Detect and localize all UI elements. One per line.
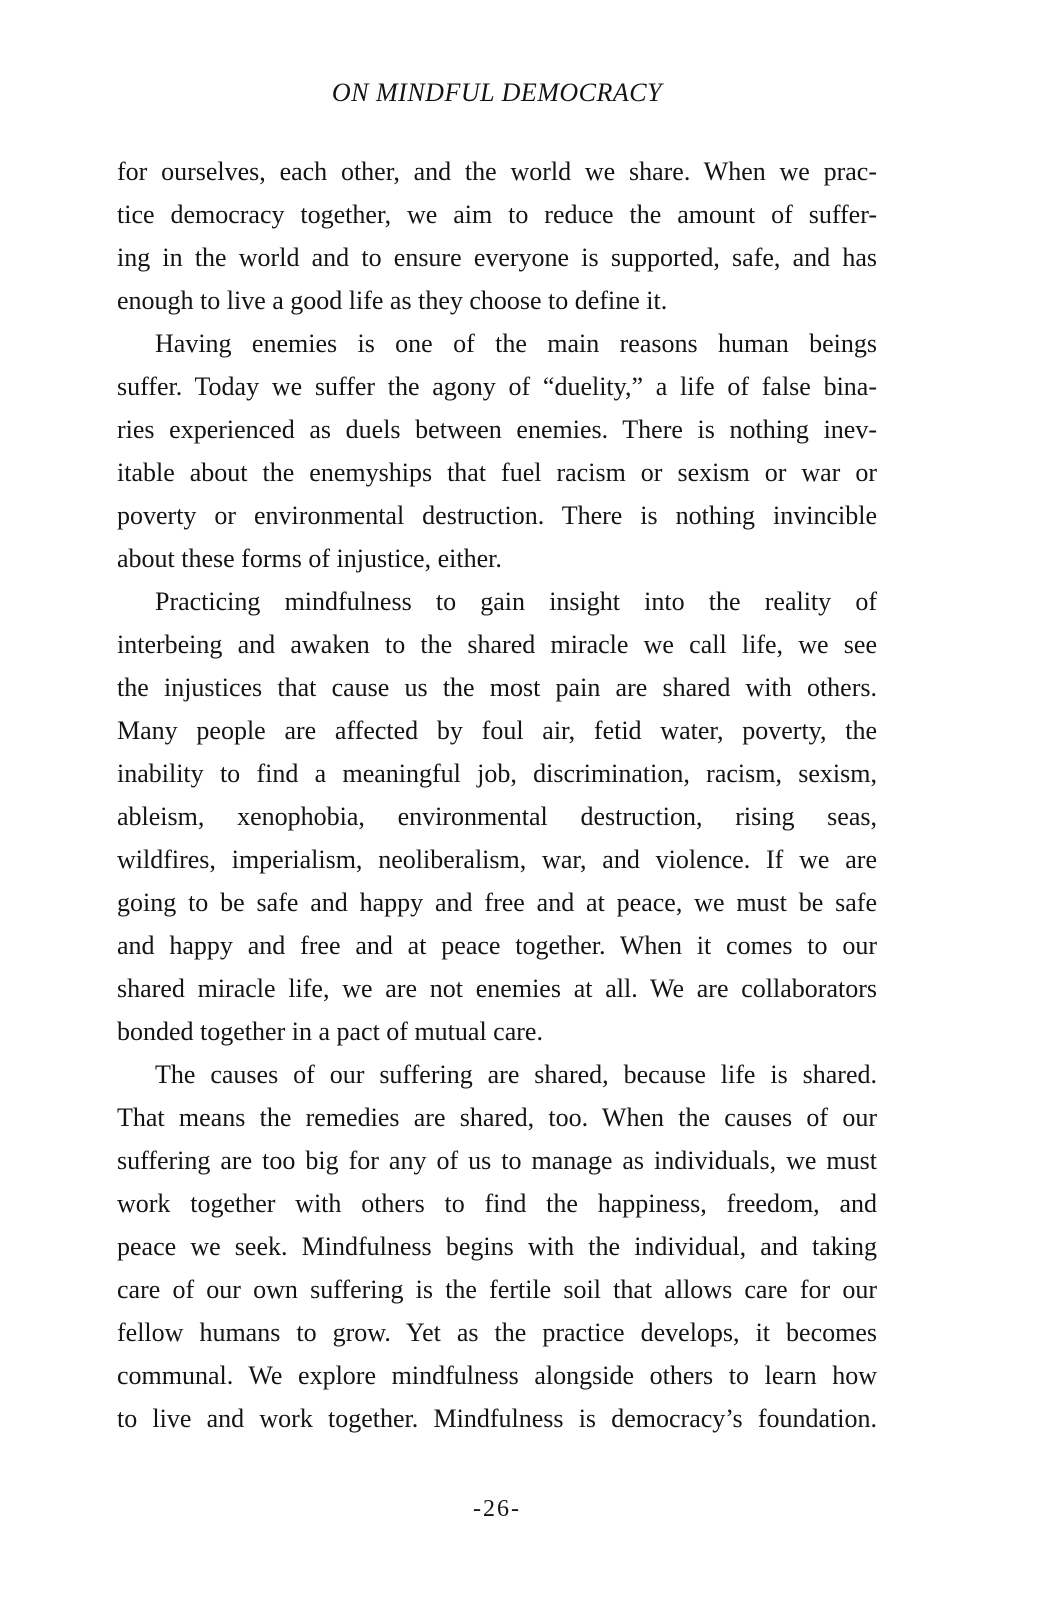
text-line: inability to find a meaningful job, discrimination, racism, sexism,: [117, 759, 877, 788]
text-line: ries experienced as duels between enemies. There is nothing inev-: [117, 415, 877, 444]
text-line: interbeing and awaken to the shared miracle we call life, we see: [117, 630, 877, 659]
text-line: going to be safe and happy and free and at peace, we must be safe: [117, 888, 877, 917]
paragraph: [117, 150, 877, 322]
text-line: bonded together in a pact of mutual care.: [117, 1017, 543, 1046]
text-line: itable about the enemyships that fuel racism or sexism or war or: [117, 458, 877, 487]
text-line: and happy and free and at peace together. When it comes to our: [117, 931, 877, 960]
text-line: The causes of our suffering are shared, because life is shared.: [155, 1060, 877, 1089]
text-line: suffer. Today we suffer the agony of “duelity,” a life of false bina-: [117, 372, 877, 401]
text-line: enough to live a good life as they choose to define it.: [117, 286, 668, 315]
text-line: care of our own suffering is the fertile soil that allows care for our: [117, 1275, 877, 1304]
body-text: [117, 150, 877, 1440]
running-header: ON MINDFUL DEMOCRACY: [331, 78, 663, 107]
text-line: about these forms of injustice, either.: [117, 544, 502, 573]
text-line: Having enemies is one of the main reasons human beings: [155, 329, 877, 358]
text-line: ing in the world and to ensure everyone is supported, safe, and has: [117, 243, 877, 272]
paragraph: [117, 580, 877, 1053]
text-line: the injustices that cause us the most pain are shared with others.: [117, 673, 877, 702]
text-line: Many people are affected by foul air, fetid water, poverty, the: [117, 716, 877, 745]
text-line: fellow humans to grow. Yet as the practice develops, it becomes: [117, 1318, 877, 1347]
text-line: work together with others to find the happiness, freedom, and: [117, 1189, 877, 1218]
text-line: wildfires, imperialism, neoliberalism, war, and violence. If we are: [117, 845, 877, 874]
text-line: shared miracle life, we are not enemies at all. We are collaborators: [117, 974, 877, 1003]
page-number: -26-: [473, 1496, 521, 1522]
paragraph: [117, 322, 877, 580]
text-line: to live and work together. Mindfulness is democracy’s foundation.: [117, 1404, 877, 1433]
text-line: poverty or environmental destruction. There is nothing invincible: [117, 501, 877, 530]
text-line: ableism, xenophobia, environmental destruction, rising seas,: [117, 802, 877, 831]
paragraph: [117, 1053, 877, 1440]
text-line: peace we seek. Mindfulness begins with the individual, and taking: [117, 1232, 877, 1261]
text-line: Practicing mindfulness to gain insight into the reality of: [155, 587, 877, 616]
text-line: for ourselves, each other, and the world we share. When we prac-: [117, 157, 877, 186]
text-line: tice democracy together, we aim to reduce the amount of suffer-: [117, 200, 877, 229]
text-line: suffering are too big for any of us to manage as individuals, we must: [117, 1146, 877, 1175]
text-line: communal. We explore mindfulness alongside others to learn how: [117, 1361, 877, 1390]
text-line: That means the remedies are shared, too. When the causes of our: [117, 1103, 877, 1132]
